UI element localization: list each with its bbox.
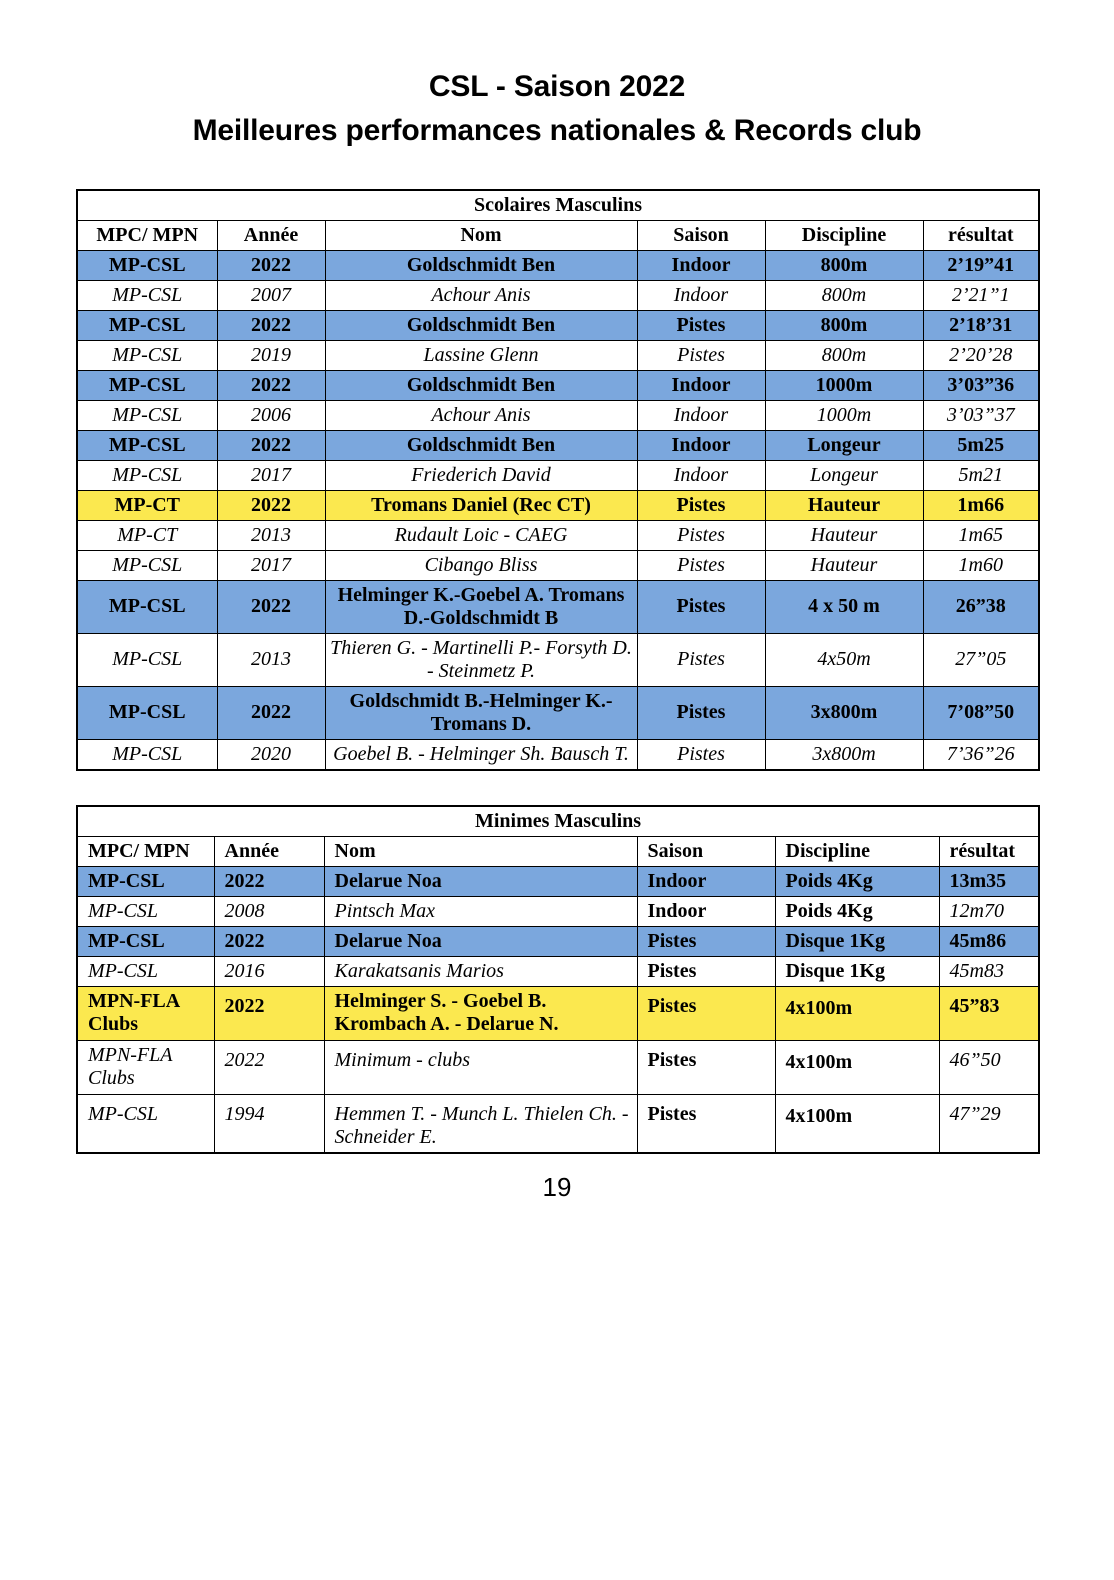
table-row bbox=[77, 430, 1039, 460]
table-scolaires-masculins-wrap bbox=[76, 189, 1038, 771]
cell-resultat: 7’08”50 bbox=[923, 686, 1039, 739]
table-row bbox=[77, 1094, 1039, 1153]
cell-discipline: Disque 1Kg bbox=[775, 956, 939, 986]
table-row bbox=[77, 400, 1039, 430]
table-caption-row bbox=[77, 806, 1039, 837]
cell-mpc: MP-CSL bbox=[77, 739, 217, 770]
cell-mpc: MP-CSL bbox=[77, 633, 217, 686]
cell-annee: 2022 bbox=[214, 986, 324, 1040]
table-row bbox=[77, 896, 1039, 926]
cell-resultat: 27”05 bbox=[923, 633, 1039, 686]
table-caption: Scolaires Masculins bbox=[77, 190, 1039, 221]
cell-nom: Tromans Daniel (Rec CT) bbox=[325, 490, 637, 520]
cell-resultat: 45m86 bbox=[939, 926, 1039, 956]
column-header-resultat: résultat bbox=[939, 836, 1039, 866]
cell-nom: Friederich David bbox=[325, 460, 637, 490]
cell-annee: 2006 bbox=[217, 400, 325, 430]
cell-discipline: 3x800m bbox=[765, 739, 923, 770]
cell-mpc: MP-CSL bbox=[77, 926, 214, 956]
table-row bbox=[77, 370, 1039, 400]
cell-nom: Achour Anis bbox=[325, 400, 637, 430]
cell-annee: 2020 bbox=[217, 739, 325, 770]
cell-nom: Minimum - clubs bbox=[324, 1040, 637, 1094]
column-header-discipline: Discipline bbox=[765, 220, 923, 250]
cell-resultat: 26”38 bbox=[923, 580, 1039, 633]
cell-mpc: MP-CSL bbox=[77, 1094, 214, 1153]
cell-mpc: MP-CSL bbox=[77, 340, 217, 370]
table-row bbox=[77, 1040, 1039, 1094]
cell-discipline: Poids 4Kg bbox=[775, 896, 939, 926]
cell-annee: 2022 bbox=[217, 686, 325, 739]
cell-saison: Pistes bbox=[637, 520, 765, 550]
cell-resultat: 2’20’28 bbox=[923, 340, 1039, 370]
cell-mpc: MP-CSL bbox=[77, 580, 217, 633]
cell-resultat: 2’18’31 bbox=[923, 310, 1039, 340]
table-row bbox=[77, 280, 1039, 310]
cell-saison: Indoor bbox=[637, 400, 765, 430]
cell-discipline: 800m bbox=[765, 340, 923, 370]
cell-saison: Pistes bbox=[637, 739, 765, 770]
column-header-nom: Nom bbox=[324, 836, 637, 866]
cell-resultat: 12m70 bbox=[939, 896, 1039, 926]
cell-resultat: 1m66 bbox=[923, 490, 1039, 520]
cell-nom: Goldschmidt B.-Helminger K.- Tromans D. bbox=[325, 686, 637, 739]
cell-resultat: 7’36”26 bbox=[923, 739, 1039, 770]
cell-discipline: 4x50m bbox=[765, 633, 923, 686]
table-row bbox=[77, 340, 1039, 370]
page-title-line-1: CSL - Saison 2022 bbox=[428, 70, 686, 103]
cell-resultat: 1m65 bbox=[923, 520, 1039, 550]
cell-nom: Pintsch Max bbox=[324, 896, 637, 926]
table-row bbox=[77, 550, 1039, 580]
cell-saison: Pistes bbox=[637, 550, 765, 580]
cell-saison: Pistes bbox=[637, 926, 775, 956]
table-header-row bbox=[77, 220, 1039, 250]
cell-discipline: 800m bbox=[765, 280, 923, 310]
cell-saison: Pistes bbox=[637, 580, 765, 633]
table-row bbox=[77, 866, 1039, 896]
cell-annee: 2008 bbox=[214, 896, 324, 926]
cell-annee: 2022 bbox=[217, 580, 325, 633]
column-header-nom: Nom bbox=[325, 220, 637, 250]
cell-nom: Delarue Noa bbox=[324, 926, 637, 956]
cell-discipline: 3x800m bbox=[765, 686, 923, 739]
cell-annee: 2022 bbox=[217, 430, 325, 460]
table-row bbox=[77, 956, 1039, 986]
cell-discipline: 1000m bbox=[765, 400, 923, 430]
table-minimes-masculins-wrap bbox=[76, 805, 1038, 1154]
cell-mpc: MP-CSL bbox=[77, 956, 214, 986]
cell-mpc: MP-CSL bbox=[77, 250, 217, 280]
cell-discipline: 4x100m bbox=[775, 1094, 939, 1153]
cell-annee: 2013 bbox=[217, 633, 325, 686]
cell-resultat: 3’03”36 bbox=[923, 370, 1039, 400]
cell-mpc: MP-CSL bbox=[77, 370, 217, 400]
cell-resultat: 45”83 bbox=[939, 986, 1039, 1040]
cell-nom: Hemmen T. - Munch L. Thielen Ch. - Schneider E. bbox=[324, 1094, 637, 1153]
cell-discipline: Longeur bbox=[765, 460, 923, 490]
cell-saison: Indoor bbox=[637, 896, 775, 926]
table-row bbox=[77, 739, 1039, 770]
cell-annee: 2022 bbox=[217, 250, 325, 280]
cell-discipline: 800m bbox=[765, 250, 923, 280]
cell-nom: Goldschmidt Ben bbox=[325, 250, 637, 280]
table-caption: Minimes Masculins bbox=[77, 806, 1039, 837]
column-header-resultat: résultat bbox=[923, 220, 1039, 250]
table-scolaires-masculins bbox=[76, 189, 1040, 771]
cell-mpc: MP-CSL bbox=[77, 686, 217, 739]
table-row bbox=[77, 580, 1039, 633]
column-header-mpc-mpn: MPC/ MPN bbox=[77, 220, 217, 250]
column-header-annee: Année bbox=[217, 220, 325, 250]
table-row bbox=[77, 490, 1039, 520]
cell-nom: Thieren G. - Martinelli P.- Forsyth D. - Steinmetz P. bbox=[325, 633, 637, 686]
cell-mpc: MP-CSL bbox=[77, 310, 217, 340]
cell-saison: Pistes bbox=[637, 986, 775, 1040]
cell-mpc: MP-CSL bbox=[77, 280, 217, 310]
cell-nom: Lassine Glenn bbox=[325, 340, 637, 370]
cell-annee: 2022 bbox=[214, 866, 324, 896]
cell-nom: Helminger S. - Goebel B. Krombach A. - Delarue N. bbox=[324, 986, 637, 1040]
cell-discipline: Longeur bbox=[765, 430, 923, 460]
table-spacer bbox=[0, 771, 1114, 805]
cell-saison: Pistes bbox=[637, 310, 765, 340]
table-row bbox=[77, 986, 1039, 1040]
cell-annee: 2007 bbox=[217, 280, 325, 310]
cell-annee: 2016 bbox=[214, 956, 324, 986]
column-header-saison: Saison bbox=[637, 836, 775, 866]
cell-nom: Goldschmidt Ben bbox=[325, 310, 637, 340]
table-row bbox=[77, 520, 1039, 550]
cell-discipline: 4x100m bbox=[775, 1040, 939, 1094]
cell-discipline: 800m bbox=[765, 310, 923, 340]
table-row bbox=[77, 460, 1039, 490]
cell-nom: Cibango Bliss bbox=[325, 550, 637, 580]
cell-resultat: 3’03”37 bbox=[923, 400, 1039, 430]
cell-saison: Indoor bbox=[637, 370, 765, 400]
cell-saison: Indoor bbox=[637, 866, 775, 896]
cell-resultat: 13m35 bbox=[939, 866, 1039, 896]
cell-saison: Pistes bbox=[637, 633, 765, 686]
cell-annee: 2017 bbox=[217, 460, 325, 490]
table-row bbox=[77, 926, 1039, 956]
cell-resultat: 1m60 bbox=[923, 550, 1039, 580]
cell-annee: 2022 bbox=[217, 370, 325, 400]
table-row bbox=[77, 633, 1039, 686]
column-header-discipline: Discipline bbox=[775, 836, 939, 866]
column-header-mpc-mpn: MPC/ MPN bbox=[77, 836, 214, 866]
cell-mpc: MP-CT bbox=[77, 520, 217, 550]
cell-saison: Pistes bbox=[637, 490, 765, 520]
cell-discipline: Poids 4Kg bbox=[775, 866, 939, 896]
cell-nom: Goldschmidt Ben bbox=[325, 370, 637, 400]
page-title bbox=[0, 0, 1114, 151]
cell-annee: 2022 bbox=[214, 926, 324, 956]
cell-saison: Indoor bbox=[637, 460, 765, 490]
table-row bbox=[77, 310, 1039, 340]
cell-resultat: 5m21 bbox=[923, 460, 1039, 490]
table-row bbox=[77, 250, 1039, 280]
cell-nom: Goebel B. - Helminger Sh. Bausch T. bbox=[325, 739, 637, 770]
cell-annee: 2017 bbox=[217, 550, 325, 580]
cell-discipline: Hauteur bbox=[765, 490, 923, 520]
cell-mpc: MP-CSL bbox=[77, 550, 217, 580]
cell-discipline: Hauteur bbox=[765, 550, 923, 580]
cell-nom: Rudault Loic - CAEG bbox=[325, 520, 637, 550]
cell-saison: Pistes bbox=[637, 686, 765, 739]
cell-discipline: Hauteur bbox=[765, 520, 923, 550]
cell-mpc: MPN-FLA Clubs bbox=[77, 1040, 214, 1094]
cell-nom: Delarue Noa bbox=[324, 866, 637, 896]
table-header-row bbox=[77, 836, 1039, 866]
cell-annee: 2019 bbox=[217, 340, 325, 370]
page-title-line-2: Meilleures performances nationales & Records club bbox=[192, 114, 922, 148]
cell-annee: 1994 bbox=[214, 1094, 324, 1153]
cell-resultat: 2’19”41 bbox=[923, 250, 1039, 280]
cell-discipline: 4x100m bbox=[775, 986, 939, 1040]
cell-nom: Karakatsanis Marios bbox=[324, 956, 637, 986]
cell-resultat: 5m25 bbox=[923, 430, 1039, 460]
cell-nom: Achour Anis bbox=[325, 280, 637, 310]
cell-mpc: MPN-FLA Clubs bbox=[77, 986, 214, 1040]
cell-nom: Helminger K.-Goebel A. Tromans D.-Goldschmidt B bbox=[325, 580, 637, 633]
cell-nom: Goldschmidt Ben bbox=[325, 430, 637, 460]
cell-resultat: 47”29 bbox=[939, 1094, 1039, 1153]
table-caption-row bbox=[77, 190, 1039, 221]
page-number: 19 bbox=[542, 1171, 572, 1202]
cell-saison: Pistes bbox=[637, 1040, 775, 1094]
cell-annee: 2022 bbox=[217, 490, 325, 520]
column-header-annee: Année bbox=[214, 836, 324, 866]
cell-saison: Indoor bbox=[637, 250, 765, 280]
cell-discipline: 4 x 50 m bbox=[765, 580, 923, 633]
cell-mpc: MP-CSL bbox=[77, 866, 214, 896]
cell-mpc: MP-CSL bbox=[77, 896, 214, 926]
column-header-saison: Saison bbox=[637, 220, 765, 250]
cell-saison: Indoor bbox=[637, 280, 765, 310]
cell-mpc: MP-CSL bbox=[77, 430, 217, 460]
cell-mpc: MP-CSL bbox=[77, 460, 217, 490]
cell-annee: 2013 bbox=[217, 520, 325, 550]
cell-discipline: 1000m bbox=[765, 370, 923, 400]
cell-annee: 2022 bbox=[217, 310, 325, 340]
cell-mpc: MP-CT bbox=[77, 490, 217, 520]
cell-saison: Pistes bbox=[637, 340, 765, 370]
table-row bbox=[77, 686, 1039, 739]
cell-resultat: 45m83 bbox=[939, 956, 1039, 986]
cell-resultat: 46”50 bbox=[939, 1040, 1039, 1094]
cell-saison: Pistes bbox=[637, 956, 775, 986]
cell-saison: Pistes bbox=[637, 1094, 775, 1153]
cell-resultat: 2’21”1 bbox=[923, 280, 1039, 310]
table-minimes-masculins bbox=[76, 805, 1040, 1154]
cell-discipline: Disque 1Kg bbox=[775, 926, 939, 956]
cell-mpc: MP-CSL bbox=[77, 400, 217, 430]
cell-saison: Indoor bbox=[637, 430, 765, 460]
cell-annee: 2022 bbox=[214, 1040, 324, 1094]
